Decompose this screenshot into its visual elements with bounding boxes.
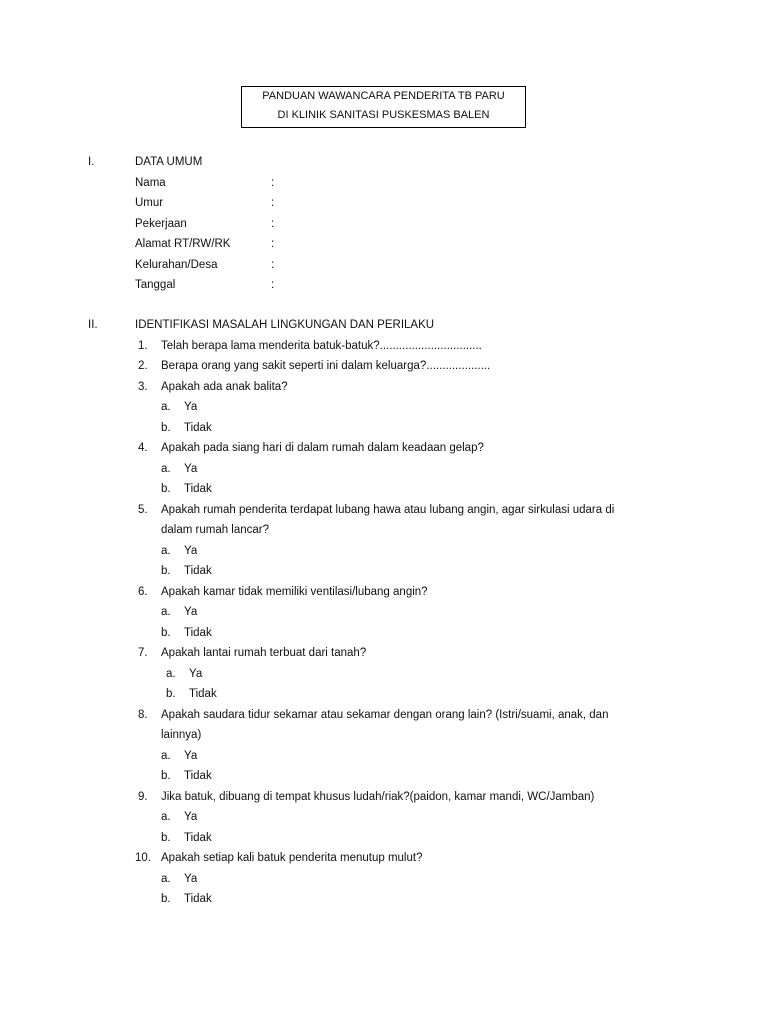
question-text: Apakah pada siang hari di dalam rumah dalam keadaan gelap? xyxy=(161,442,484,454)
option-text: Tidak xyxy=(184,565,212,577)
option-letter: b. xyxy=(161,893,171,905)
option-letter: b. xyxy=(161,565,171,577)
option-text: Tidak xyxy=(184,483,212,495)
option-text: Ya xyxy=(184,749,198,762)
question-number: 8. xyxy=(138,708,148,721)
option-letter: a. xyxy=(161,462,171,475)
option-text: Ya xyxy=(184,606,198,618)
question-number: 10. xyxy=(135,852,151,864)
option-text: Tidak xyxy=(184,893,212,905)
field-colon: : xyxy=(271,197,275,209)
question-text: Apakah saudara tidur sekamar atau sekamar dengan orang lain? (Istri/suami, anak, dan xyxy=(161,708,609,721)
option-text: Ya xyxy=(184,872,198,885)
field-label: Nama xyxy=(135,176,166,189)
field-label: Kelurahan/Desa xyxy=(135,258,218,271)
section-numeral: I. xyxy=(88,156,95,168)
question-text: Apakah ada anak balita? xyxy=(161,380,288,393)
option-text: Tidak xyxy=(189,688,217,700)
question-number: 9. xyxy=(138,790,148,803)
question-text: Jika batuk, dibuang di tempat khusus ludah/riak?(paidon, kamar mandi, WC/Jamban) xyxy=(161,790,595,803)
question-number: 3. xyxy=(138,380,148,393)
question-number: 1. xyxy=(138,339,148,352)
title-line-1: PANDUAN WAWANCARA PENDERITA TB PARU xyxy=(262,90,505,102)
field-label: Pekerjaan xyxy=(135,217,187,230)
question-number: 4. xyxy=(138,442,148,454)
title-line-2: DI KLINIK SANITASI PUSKESMAS BALEN xyxy=(277,109,490,121)
question-number: 2. xyxy=(138,360,148,372)
option-letter: a. xyxy=(161,606,171,618)
section-numeral: II. xyxy=(88,319,98,331)
option-text: Tidak xyxy=(184,421,212,434)
option-letter: b. xyxy=(161,770,171,782)
field-colon: : xyxy=(271,176,275,189)
option-letter: b. xyxy=(161,483,171,495)
option-letter: a. xyxy=(161,749,171,762)
question-text: dalam rumah lancar? xyxy=(161,524,270,536)
option-letter: b. xyxy=(161,626,171,639)
option-letter: b. xyxy=(161,421,171,434)
option-letter: a. xyxy=(161,401,171,413)
option-text: Ya xyxy=(184,401,198,413)
question-text: Apakah rumah penderita terdapat lubang hawa atau lubang angin, agar sirkulasi udara di xyxy=(161,503,615,516)
field-label: Tanggal xyxy=(135,279,176,291)
option-letter: a. xyxy=(161,544,171,557)
question-number: 7. xyxy=(138,647,148,659)
option-letter: a. xyxy=(161,811,171,823)
option-text: Tidak xyxy=(184,831,212,844)
option-text: Ya xyxy=(184,462,198,475)
question-text: Apakah lantai rumah terbuat dari tanah? xyxy=(161,647,367,659)
option-text: Ya xyxy=(184,811,198,823)
option-letter: b. xyxy=(166,688,176,700)
section-heading: DATA UMUM xyxy=(135,156,203,168)
field-label: Umur xyxy=(135,197,164,209)
question-text: lainnya) xyxy=(161,729,202,741)
option-text: Tidak xyxy=(184,770,212,782)
field-colon: : xyxy=(271,258,275,271)
option-letter: a. xyxy=(166,667,176,680)
field-colon: : xyxy=(271,238,275,250)
field-colon: : xyxy=(271,217,275,230)
section-heading: IDENTIFIKASI MASALAH LINGKUNGAN DAN PERILAKU xyxy=(135,319,435,331)
question-text: Berapa orang yang sakit seperti ini dalam keluarga?.................... xyxy=(161,360,491,372)
title-box xyxy=(241,86,526,128)
question-number: 5. xyxy=(138,503,148,516)
option-text: Ya xyxy=(189,667,203,680)
option-letter: b. xyxy=(161,831,171,844)
option-letter: a. xyxy=(161,872,171,885)
question-text: Telah berapa lama menderita batuk-batuk?................................ xyxy=(161,339,482,352)
option-text: Ya xyxy=(184,544,198,557)
option-text: Tidak xyxy=(184,626,212,639)
field-label: Alamat RT/RW/RK xyxy=(135,238,231,250)
question-text: Apakah setiap kali batuk penderita menutup mulut? xyxy=(161,852,423,864)
question-number: 6. xyxy=(138,585,148,598)
field-colon: : xyxy=(271,279,275,291)
question-text: Apakah kamar tidak memiliki ventilasi/lubang angin? xyxy=(161,585,428,598)
